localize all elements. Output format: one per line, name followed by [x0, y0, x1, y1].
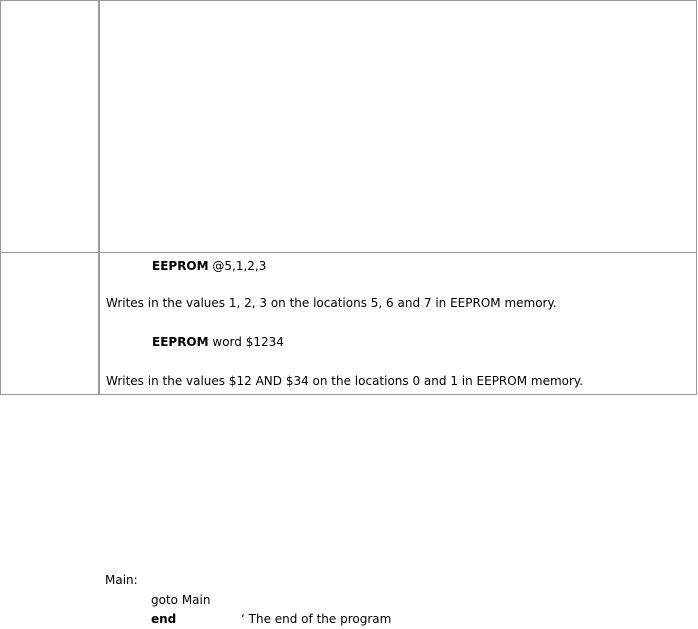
code-keyword-end: end [151, 612, 177, 626]
example-args: @5,1,2,3 [208, 259, 267, 273]
table-cell-examples [100, 253, 697, 395]
table-cell-empty-right [100, 0, 697, 253]
example-line-2 [152, 335, 284, 349]
code-comment: ‘ The end of the program [241, 612, 392, 626]
example-args: word $1234 [208, 335, 284, 349]
example-line-1 [152, 259, 266, 273]
code-snippet [0, 570, 698, 629]
eeprom-keyword: EEPROM [152, 259, 209, 273]
table-cell-example-label [0, 253, 100, 395]
eeprom-keyword: EEPROM [152, 335, 209, 349]
code-label-main: Main: [105, 573, 138, 587]
example-description-2: Writes in the values $12 AND $34 on the locations 0 and 1 in EEPROM memory. [106, 374, 584, 388]
table-cell-empty-left [0, 0, 100, 253]
code-line-goto: goto Main [151, 593, 211, 607]
example-description-1: Writes in the values 1, 2, 3 on the locations 5, 6 and 7 in EEPROM memory. [106, 296, 557, 310]
